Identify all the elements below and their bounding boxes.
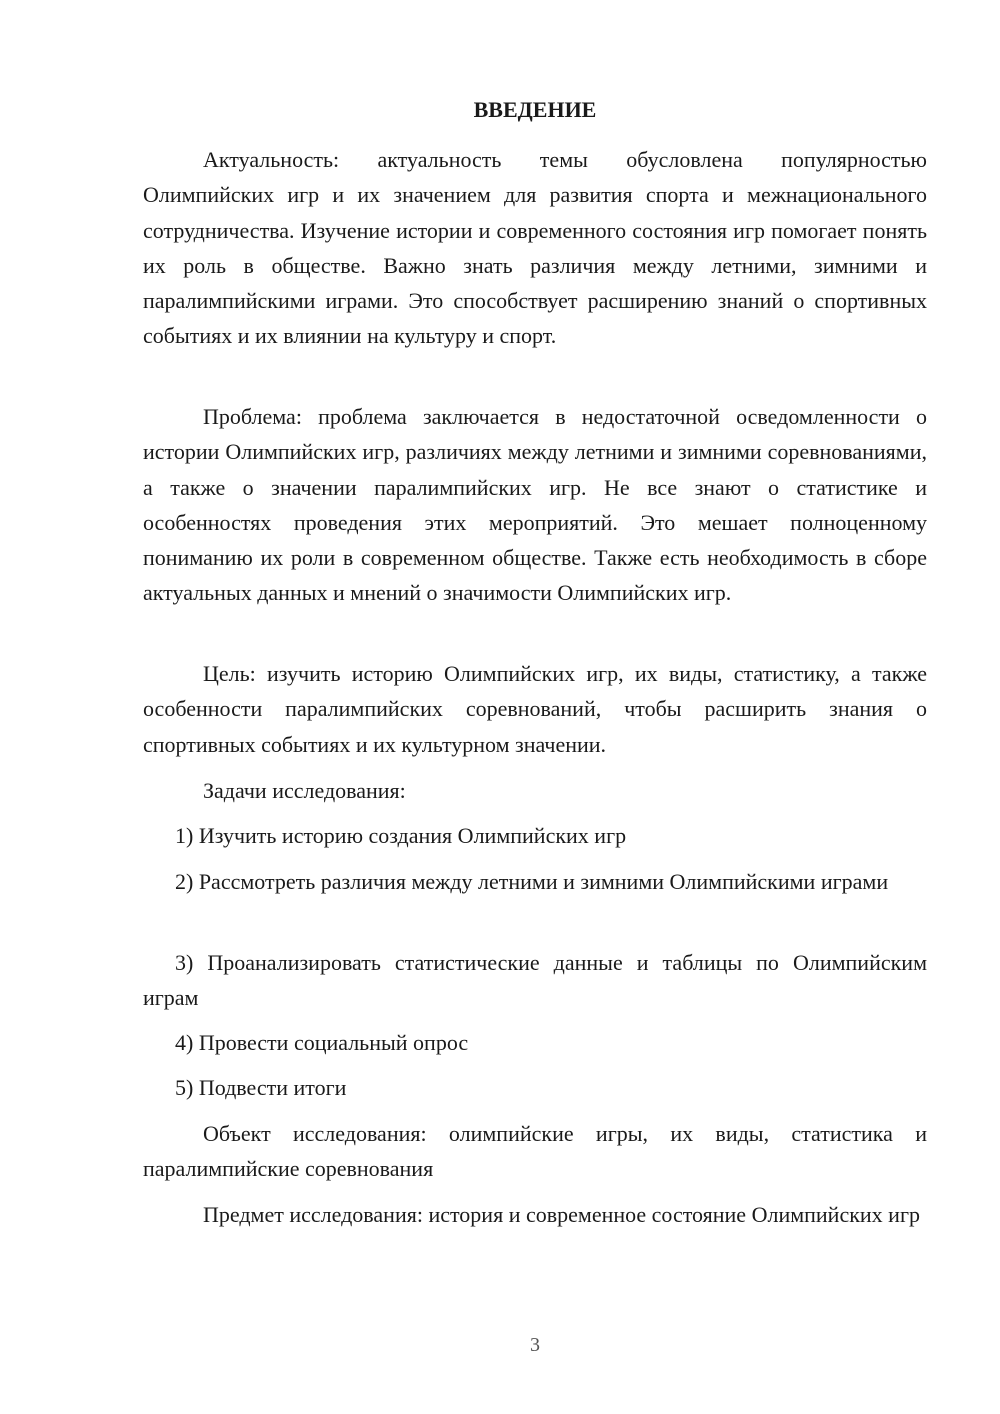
paragraph-subject: Предмет исследования: история и современное состояние Олимпийских игр [203,1202,920,1227]
paragraph-relevance: Актуальность: актуальность темы обусловлена популярностью Олимпийских игр и их значением для развития спорта и межнационального сотрудничества. Изучение истории и современного состояния игр помогает понять их роль в обществе. Важно знать различия между летними, зимними и паралимпийскими играми. Это способствует расширению знаний о спортивных событиях и их влиянии на культуру и спорт. [143,147,927,349]
page-number: 3 [530,1334,540,1356]
task-item-1: 1) Изучить историю создания Олимпийских игр [175,823,627,848]
paragraph-problem: Проблема: проблема заключается в недостаточной осведомленности о истории Олимпийских игр, различиях между летними и зимними соревнованиями, а также о значении паралимпийских игр. Не все знают о статистике и особенностях проведения этих мероприятий. Это мешает полноценному пониманию их роли в современном обществе. Также есть необходимость в сборе актуальных данных и мнений о значимости Олимпийских игр. [143,404,927,606]
paragraph-object: Объект исследования: олимпийские игры, их виды, статистика и паралимпийские соревнования [143,1121,927,1182]
task-item-5: 5) Подвести итоги [175,1075,347,1100]
page-title: ВВЕДЕНИЕ [473,97,597,122]
task-item-3: 3) Проанализировать статистические данные и таблицы по Олимпийским играм [143,950,927,1011]
paragraph-goal: Цель: изучить историю Олимпийских игр, их виды, статистику, а также особенности паралимпийских соревнований, чтобы расширить знания о спортивных событиях и их культурном значении. [143,661,927,757]
task-item-2: 2) Рассмотреть различия между летними и зимними Олимпийскими играми [175,869,889,894]
tasks-heading: Задачи исследования: [203,778,406,803]
task-item-4: 4) Провести социальный опрос [175,1030,469,1055]
